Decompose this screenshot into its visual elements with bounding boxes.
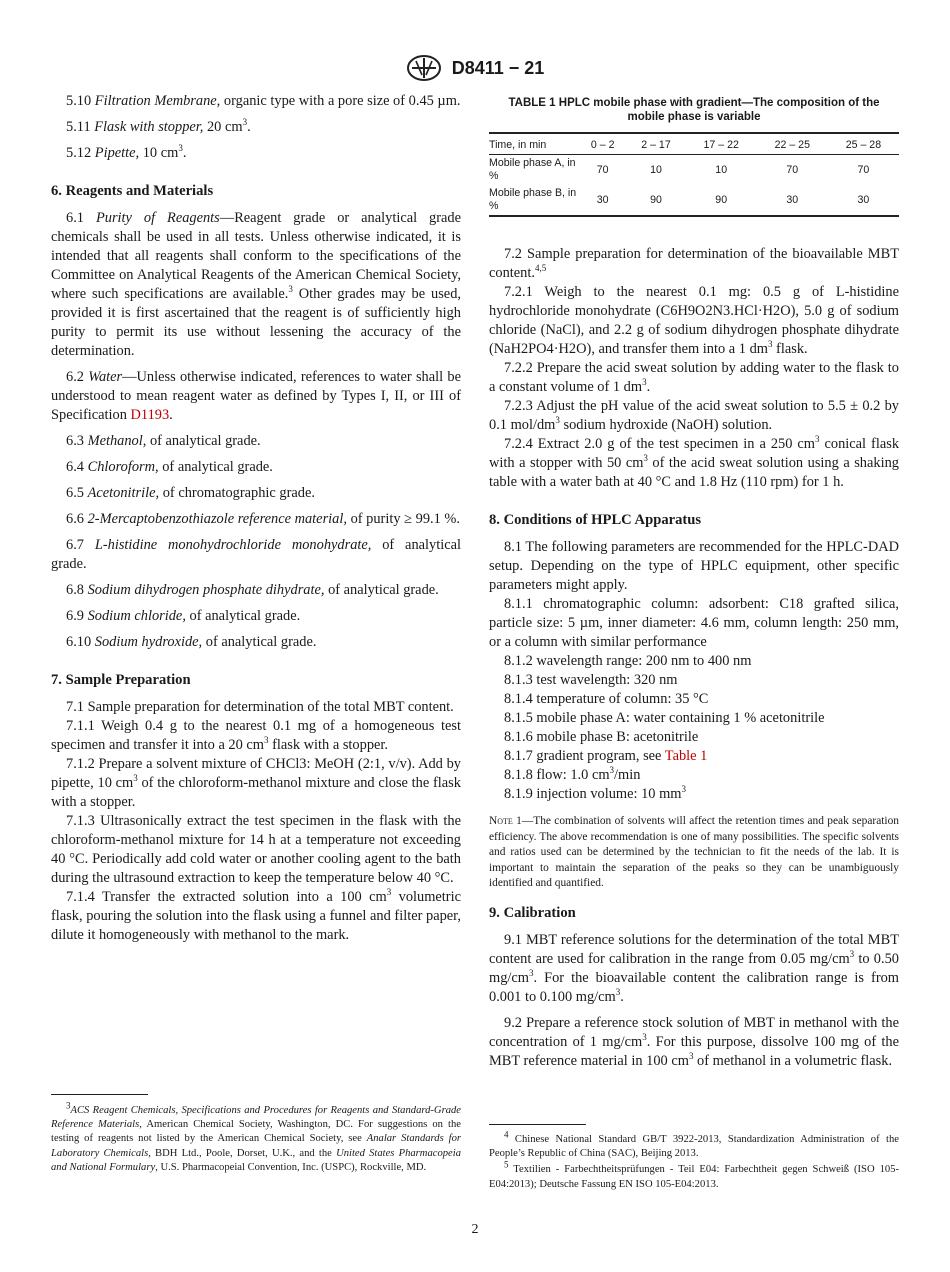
- table-header-cell: 22 – 25: [757, 133, 828, 155]
- section-6-7: 6.7 L-histidine monohydrochloride monohydrate, of analytical grade.: [51, 537, 461, 572]
- table-header-cell: 17 – 22: [686, 133, 757, 155]
- table-1-caption: TABLE 1 HPLC mobile phase with gradient—The composition of the mobile phase is variable: [508, 97, 880, 123]
- section-6-8: 6.8 Sodium dihydrogen phosphate dihydrate, of analytical grade.: [66, 582, 439, 598]
- section-6-9: 6.9 Sodium chloride, of analytical grade.: [66, 608, 301, 624]
- page-header: [0, 55, 950, 81]
- footnotes-left: [51, 1100, 462, 1177]
- section-6-5: 6.5 Acetonitrile, of chromatographic grade.: [66, 485, 315, 501]
- section-9-1: 9.1 MBT reference solutions for the determination of the total MBT content are used for calibration in the range from 0.05 $mg/cm^3$ to 0.50 $mg/cm^3$. For the bioavailable content the calibration range is from 0.001 to 0.100 $mg/cm^3$.: [489, 931, 899, 1005]
- section-7-2-3: 7.2.3 Adjust the pH value of the acid sweat solution to 5.5 ± 0.2 by 0.1 mol/$dm^3$ sodium hydroxide (NaOH) solution.: [489, 398, 899, 433]
- footnote-3: $^3$ACS Reagent Chemicals, Specifications and Procedures for Reagents and Standard-Grade Reference Materials, American Chemical Society, Washington, DC. For suggestions on the testing of reagents not listed by the American Chemical Society, see Analar Standards for Laboratory Chemicals, BDH Ltd., Poole, Dorset, U.K., and the United States Pharmacopeia and National Formulary, U.S. Pharmacopeial Convention, Inc. (USPC), Rockville, MD.: [51, 1100, 462, 1173]
- footnotes-right: [489, 1129, 899, 1194]
- document-number: D8411 − 21: [451, 57, 545, 78]
- table-cell: 70: [596, 163, 609, 176]
- link-table-1[interactable]: Table 1: [664, 748, 708, 764]
- section-6-10: 6.10 Sodium hydroxide, of analytical grade.: [66, 634, 317, 650]
- section-7-1-2: 7.1.2 Prepare a solvent mixture of CHCl3: MeOH (2:1, v/v). Add by pipette, 10 $cm^3$ of the chloroform-methanol mixture and close the flask with a stopper.: [51, 756, 461, 810]
- table-row: [489, 185, 899, 216]
- section-8-1-8: 8.1.8 flow: 1.0 $cm^3/\min$: [504, 765, 641, 783]
- section-5-12: 5.12 Pipette, 10 $cm^3$.: [66, 143, 187, 161]
- section-7-1-1: 7.1.1 Weigh 0.4 g to the nearest 0.1 mg of a homogeneous test specimen and transfer it into a 20 $cm^3$ flask with a stopper.: [51, 718, 461, 753]
- table-cell: 30: [757, 185, 828, 216]
- table-row: [489, 155, 899, 186]
- heading-sample-preparation: 7. Sample Preparation: [51, 672, 191, 688]
- table-cell: 70: [786, 163, 799, 176]
- table-header-cell: 2 – 17: [626, 133, 685, 155]
- heading-reagents: 6. Reagents and Materials: [51, 183, 214, 199]
- section-8-1-5: 8.1.5 mobile phase A: water containing 1 % acetonitrile: [504, 710, 825, 726]
- section-8-1-1: 8.1.1 chromatographic column: adsorbent: C18 grafted silica, particle size: 5 µm, inner diameter: 4.6 mm, column length: 250 mm, or a column with similar performance: [489, 596, 899, 650]
- table-cell: 30: [828, 185, 899, 216]
- section-8-1-2: 8.1.2 wavelength range: 200 nm to 400 nm: [504, 653, 752, 669]
- table-header-cell: 0 – 2: [579, 133, 626, 155]
- table-header-cell: 25 – 28: [828, 133, 899, 155]
- table-header-cell: Time, in min: [489, 133, 579, 155]
- table-cell: 30: [579, 185, 626, 216]
- table-cell: 10: [715, 163, 728, 176]
- section-8-1-4: 8.1.4 temperature of column: 35 °C: [504, 691, 709, 707]
- footnote-5: $^5$ Textilien - Farbechtheitsprüfungen - Teil E04: Farbechtheit gegen Schweiß (ISO 105-E04:2013); Deutsche Fassung EN ISO 105-E04:2013.: [489, 1159, 899, 1190]
- section-7-1-4: 7.1.4 Transfer the extracted solution into a 100 $cm^3$ volumetric flask, pouring the solution into the flask using a funnel and filter paper, dilute it homogeneously with methanol to the mark.: [51, 887, 461, 943]
- footnote-4: $^4$ Chinese National Standard GB/T 3922-2013, Standardization Administration of the People’s Republic of China (SAC), Beijing 2013.: [489, 1129, 899, 1160]
- section-6-3: 6.3 Methanol, of analytical grade.: [66, 433, 261, 449]
- section-6-2: 6.2 Water—Unless otherwise indicated, references to water shall be understood to mean reagent water as defined by Types I, II, or III of Specification D1193.: [51, 369, 461, 423]
- table-header-row: [489, 133, 899, 155]
- footnote-rule-right: [489, 1124, 586, 1125]
- section-7-2: 7.2 Sample preparation for determination of the bioavailable MBT content.$^{4,5}$: [489, 246, 899, 281]
- section-7-1-3: 7.1.3 Ultrasonically extract the test specimen in the flask with the chloroform-methanol mixture for 14 h at a temperature not exceeding 40 °C. Periodically add cold water or another cooling agent to the bath during the ultrasound extraction to keep the temperature below 40 °C.: [51, 813, 461, 886]
- section-5-10: 5.10 Filtration Membrane, organic type with a pore size of 0.45 µm.: [66, 93, 461, 109]
- astm-logo-icon: [406, 55, 442, 81]
- page-number: 2: [471, 1222, 479, 1237]
- table-cell: 90: [626, 185, 685, 216]
- section-5-11: 5.11 Flask with stopper, 20 $cm^3$.: [66, 117, 251, 135]
- section-7-2-4: 7.2.4 Extract 2.0 g of the test specimen in a 250 $cm^3$ conical flask with a stopper with 50 $cm^3$ of the acid sweat solution using a shaking table with a water bath at 40 °C and 1.8 Hz (110 rpm) for 1 h.: [489, 434, 900, 490]
- section-6-4: 6.4 Chloroform, of analytical grade.: [66, 459, 273, 475]
- section-6-1: 6.1 Purity of Reagents—Reagent grade or analytical grade chemicals shall be used in all tests. Unless otherwise indicated, it is intended that all reagents shall conform to the specifications of the Committee on Analytical Reagents of the American Chemical Society, where such specifications are available.$^3$ Other grades may be used, provided it is first ascertained that the reagent is of sufficiently high purity to permit its use without lessening the accuracy of the determination.: [51, 210, 462, 359]
- link-d1193[interactable]: D1193: [130, 407, 170, 423]
- table-cell: 70: [857, 163, 870, 176]
- section-8-1-3: 8.1.3 test wavelength: 320 nm: [504, 672, 678, 688]
- section-8-1: 8.1 The following parameters are recommended for the HPLC-DAD setup. Depending on the type of HPLC equipment, other specific parameters might apply.: [489, 539, 899, 593]
- section-9-2: 9.2 Prepare a reference stock solution of MBT in methanol with the concentration of 1 $mg/cm^3$. For this purpose, dissolve 100 mg of the MBT reference material in 100 $cm^3$ of methanol in a volumetric flask.: [489, 1014, 899, 1069]
- table-row-label: Mobile phase B, in %: [489, 185, 579, 216]
- section-6-6: 6.6 2-Mercaptobenzothiazole reference material, of purity ≥ 99.1 %.: [66, 511, 460, 527]
- section-8-1-6: 8.1.6 mobile phase B: acetonitrile: [504, 729, 699, 745]
- table-1: [489, 132, 899, 217]
- left-column: [51, 92, 461, 945]
- table-cell: 10: [650, 163, 662, 176]
- note-1: Note 1—The combination of solvents will affect the retention times and peak separation efficiency. The above recommendation is one of many possibilities. The specific solvents and ratios used can be determined by the technician to fit the needs of the lab. It is important to maintain the separation of the peaks so they can be unambiguously identified and quantified.: [489, 815, 899, 890]
- section-7-1: 7.1 Sample preparation for determination of the total MBT content.: [66, 699, 454, 715]
- table-row-label: Mobile phase A, in %: [489, 157, 576, 182]
- heading-calibration: 9. Calibration: [489, 904, 576, 921]
- footnote-rule-left: [51, 1094, 148, 1095]
- heading-hplc-conditions: 8. Conditions of HPLC Apparatus: [489, 512, 702, 528]
- section-8-1-9: 8.1.9 injection volume: 10 $mm^3$: [504, 784, 686, 802]
- table-cell: 90: [686, 185, 757, 216]
- section-7-2-2: 7.2.2 Prepare the acid sweat solution by adding water to the flask to a constant volume of 1 $dm^3$.: [489, 360, 899, 395]
- section-8-1-7: 8.1.7 gradient program, see Table 1: [504, 748, 708, 764]
- section-7-2-1: 7.2.1 Weigh to the nearest 0.1 mg: 0.5 g of L-histidine hydrochloride monohydrate (C6H9O2N3.HCl·H2O), 5.0 g of sodium chloride (NaCl), and 2.2 g of sodium dihydrogen phosphate dihydrate (NaH2PO4·H2O), and transfer them into a 1 $dm^3$ flask.: [489, 284, 899, 357]
- right-column: [489, 92, 899, 1078]
